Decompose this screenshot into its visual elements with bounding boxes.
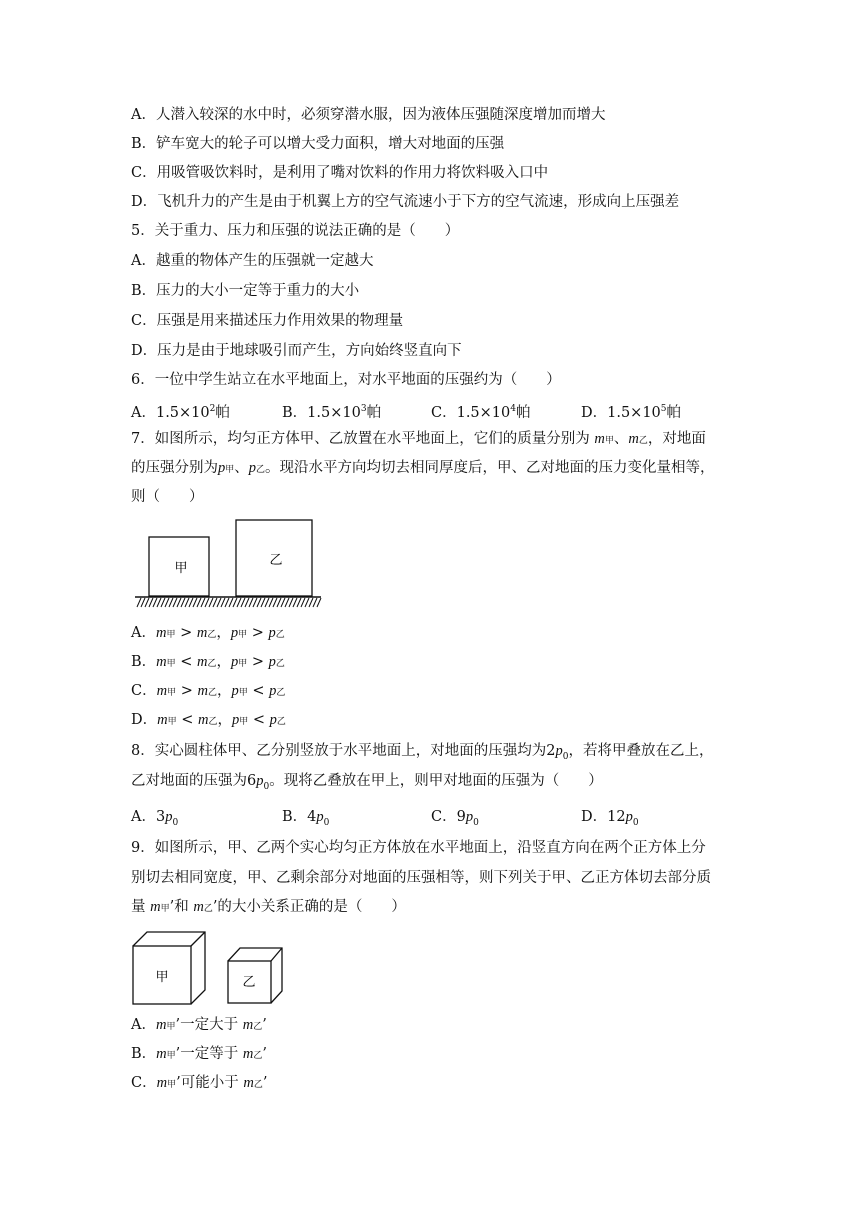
prev-option-d: D．飞机升力的产生是由于机翼上方的空气流速小于下方的空气流速，形成向上压强差 (131, 194, 680, 210)
q8-option-b: B．$4p_0$ (282, 809, 330, 828)
q9-option-c: C．m甲’可能小于 m乙’ (131, 1075, 268, 1091)
q8-option-d: D．$12p_0$ (581, 809, 639, 828)
q9-figure (131, 930, 291, 1008)
cube-jia-3d-label: 甲 (155, 970, 169, 985)
cube-jia-label: 甲 (174, 561, 188, 576)
q6-option-b: B．$1.5\times 10^3$帕 (282, 404, 382, 421)
q6-option-c: C．$1.5\times 10^4$帕 (431, 404, 531, 421)
prev-option-b: B．铲车宽大的轮子可以增大受力面积，增大对地面的压强 (131, 136, 505, 152)
q8-stem-line1: 8．实心圆柱体甲、乙分别竖放于水平地面上，对地面的压强均为$2p_0$，若将甲叠放在乙上， (131, 743, 714, 762)
cube-jia-3d (133, 932, 205, 1004)
prev-option-c: C．用吸管吸饮料时，是利用了嘴对饮料的作用力将饮料吸入口中 (131, 165, 549, 181)
ground-hatch (137, 598, 321, 607)
q7-stem-line1: 7．如图所示，均匀正方体甲、乙放置在水平地面上，它们的质量分别为 m甲、m乙，对地面 (131, 431, 706, 447)
q7-figure (131, 515, 326, 615)
q7-option-c: C．m甲 > m乙，p甲 < p乙 (131, 683, 286, 699)
cube-yi-3d-label: 乙 (242, 975, 256, 990)
q5-option-b: B．压力的大小一定等于重力的大小 (131, 283, 360, 299)
q5-option-d: D．压力是由于地球吸引而产生，方向始终竖直向下 (131, 343, 462, 359)
q5-option-a: A．越重的物体产生的压强就一定越大 (131, 253, 374, 269)
q7-option-b: B．m甲 < m乙，p甲 > p乙 (131, 654, 285, 670)
prev-option-a: A．人潜入较深的水中时，必须穿潜水服，因为液体压强随深度增加而增大 (131, 107, 606, 123)
q9-stem-line2: 别切去相同宽度，甲、乙剩余部分对地面的压强相等，则下列关于甲、乙正方体切去部分质 (131, 870, 711, 886)
cube-yi-label: 乙 (269, 553, 283, 568)
q6-stem: 6．一位中学生站立在水平地面上，对水平地面的压强约为（ ） (131, 372, 561, 388)
q5-stem: 5．关于重力、压力和压强的说法正确的是（ ） (131, 223, 460, 239)
q7-option-d: D．m甲 < m乙，p甲 < p乙 (131, 712, 286, 728)
q9-stem-line3: 量 m甲’和 m乙’的大小关系正确的是（ ） (131, 899, 406, 915)
q9-option-b: B．m甲’一定等于 m乙’ (131, 1046, 267, 1062)
q7-stem-line3: 则（ ） (131, 489, 204, 505)
q5-option-c: C．压强是用来描述压力作用效果的物理量 (131, 313, 404, 329)
q9-stem-line1: 9．如图所示，甲、乙两个实心均匀正方体放在水平地面上，沿竖直方向在两个正方体上分 (131, 840, 706, 856)
q8-option-a: A．$3p_0$ (131, 809, 179, 828)
q8-option-c: C．$9p_0$ (431, 809, 479, 828)
q6-option-d: D．$1.5\times 10^5$帕 (581, 404, 682, 421)
q7-option-a: A．m甲 > m乙，p甲 > p乙 (131, 625, 285, 641)
q6-option-a: A．$1.5\times 10^2$帕 (131, 404, 230, 421)
q7-stem-line2: 的压强分别为p甲、p乙。现沿水平方向均切去相同厚度后，甲、乙对地面的压力变化量相等， (131, 460, 715, 476)
q8-stem-line2: 乙对地面的压强为$6p_0$。现将乙叠放在甲上，则甲对地面的压强为（ ） (131, 773, 603, 792)
q9-option-a: A．m甲’一定大于 m乙’ (131, 1017, 267, 1033)
